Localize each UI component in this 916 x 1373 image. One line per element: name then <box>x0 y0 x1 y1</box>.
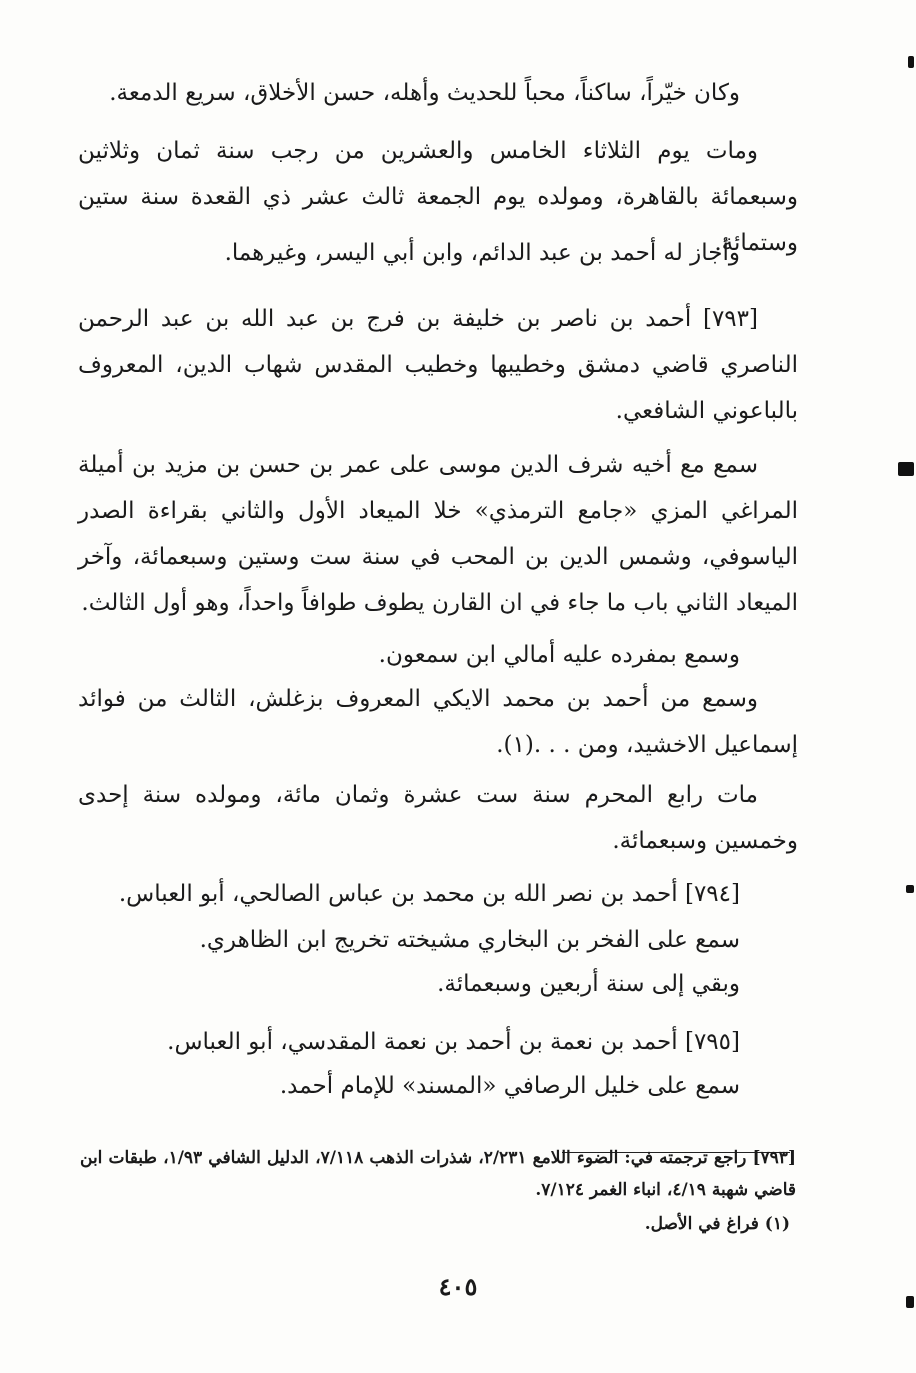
entry-794-heading: [٧٩٤] أحمد بن نصر الله بن محمد بن عباس الصالحي، أبو العباس. <box>118 881 740 907</box>
paragraph-ijaza: وأجاز له أحمد بن عبد الدائم، وابن أبي اليسر، وغيرهما. <box>224 240 740 266</box>
entry-793-heading: [٧٩٣] أحمد بن ناصر بن خليفة بن فرج بن عبد الله بن عبد الرحمن الناصري قاضي دمشق وخطيبها وخطيب المقدس شهاب الدين، المعروف بالباعوني الشافعي. <box>78 306 798 424</box>
paragraph-793-zughlash: وسمع من أحمد بن محمد الايكي المعروف بزغلش، الثالث من فوائد إسماعيل الاخشيد، ومن . . .(١). <box>78 686 798 758</box>
paragraph-793-mufrad: وسمع بمفرده عليه أمالي ابن سمعون. <box>378 642 740 668</box>
entry-795-sama: سمع على خليل الرصافي «المسند» للإمام أحمد. <box>279 1073 740 1099</box>
paragraph-793-death: مات رابع المحرم سنة ست عشرة وثمان مائة، ومولده سنة إحدى وخمسين وسبعمائة. <box>78 782 798 854</box>
footnote-793-sources: [٧٩٣] راجع ترجمته في: الضوء اللامع ٢/٢٣١، شذرات الذهب ٧/١١٨، الدليل الشافي ١/٩٣، طبقات ابن قاضي شهبة ٤/١٩، انباء الغمر ٧/١٢٤. <box>80 1148 796 1200</box>
scan-speck-bottom-right <box>906 1296 914 1308</box>
scan-speck-lower-right <box>906 885 914 893</box>
entry-795-heading: [٧٩٥] أحمد بن نعمة بن أحمد بن نعمة المقدسي، أبو العباس. <box>167 1029 740 1055</box>
scan-speck-top-right <box>908 56 914 68</box>
paragraph-793-sama: سمع مع أخيه شرف الدين موسى على عمر بن حسن بن مزيد بن أميلة المراغي المزي «جامع الترمذي» خلا الميعاد الأول والثاني بقراءة الصدر الياسوفي، وشمس الدين بن المحب في سنة ست وستين وسبعمائة، وآخر الميعاد الثاني باب ما جاء في ان القارن يطوف طوافاً واحداً، وهو أول الثالث. <box>78 452 798 616</box>
page-number: ٤٠٥ <box>438 1272 478 1301</box>
footnote-1-gap: (١) فراغ في الأصل. <box>644 1214 790 1234</box>
scan-speck-mid-right <box>898 462 914 476</box>
entry-794-sama: سمع على الفخر بن البخاري مشيخته تخريج ابن الظاهري. <box>199 927 740 953</box>
paragraph-character: وكان خيّراً، ساكناً، محباً للحديث وأهله، حسن الأخلاق، سريع الدمعة. <box>109 80 740 106</box>
paragraph-death-date: ومات يوم الثلاثاء الخامس والعشرين من رجب سنة ثمان وثلاثين وسبعمائة بالقاهرة، ومولده يوم الجمعة ثالث عشر ذي القعدة سنة ستين وستمائة. <box>78 138 798 256</box>
entry-794-survived: وبقي إلى سنة أربعين وسبعمائة. <box>437 971 740 997</box>
